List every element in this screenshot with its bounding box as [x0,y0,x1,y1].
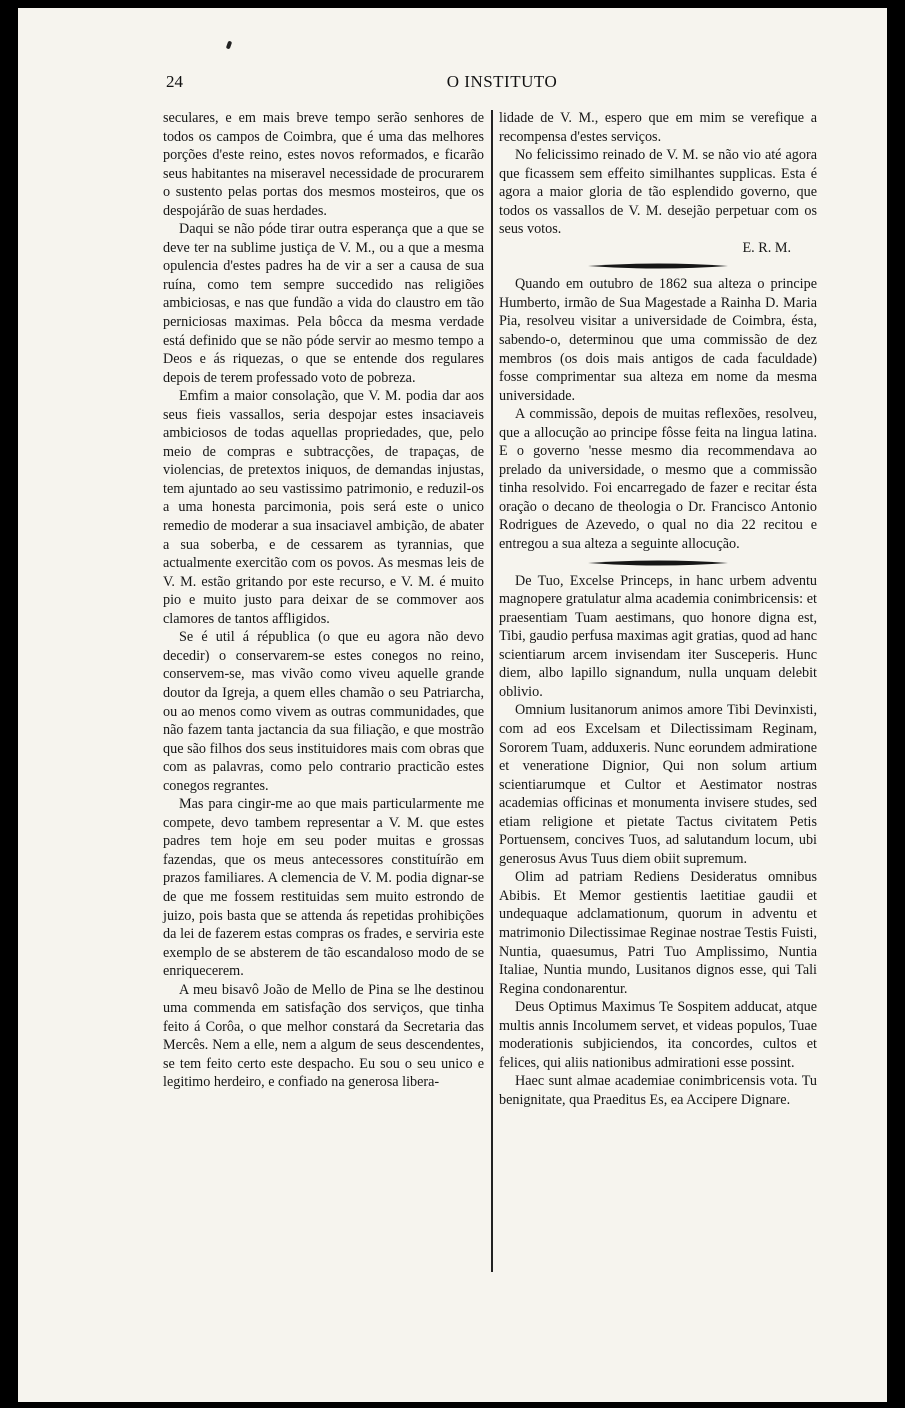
column-divider [491,110,493,1272]
latin-paragraph: Haec sunt almae academiae conimbricensis vota. Tu benignitate, qua Praeditus Es, ea Accipere Dignare. [499,1073,817,1108]
section-rule [499,556,817,570]
paragraph: Emfim a maior consolação, que V. M. podia dar aos seus fieis vassallos, seria despojar estes insaciaveis ambiciosos de todas aquellas propriedades, que, pelo meio de compras e subtracções, de trapaças, de violencias, de pretextos iniquos, de demandas injustas, tem ajuntado ao seu vastissimo patrimonio, e reduzil-os a uma honesta parcimonia, pois será este o unico remedio de moderar a sua insaciavel ambição, de abater a sua soberba, e de cessarem as tyrannias, que actualmente exercitão com os povos. As mesmas leis de V. M. estão gritando por este recurso, e V. M. é muito pio e muito justo para deixar de se commover aos clamores de tantos affligidos. [163,388,484,627]
document-page [18,8,887,1402]
paragraph: Daqui se não póde tirar outra esperança que a que se deve ter na sublime justiça de V. M., ou a que a mesma opulencia d'estes padres ha de vir a ser a causa de sua ruína, como tem sempre succedido nas religiões ambiciosas, e nas que fundão a vida do claustro em tão perniciosas maximas. Pela bôcca da mesma verdade está definido que se não póde servir ao mesmo tempo a Deos e ás riquezas, o que se entende dos regulares depois de terem professado voto de pobreza. [163,221,484,386]
paragraph: lidade de V. M., espero que em mim se verefique a recompensa d'estes serviços. [499,110,817,145]
section-rule [499,259,817,273]
left-column [163,109,484,1092]
paragraph: seculares, e em mais breve tempo serão senhores de todos os campos de Coimbra, que é uma das melhores porções d'este reino, estes novos reformados, e ficarão seus habitantes na miseravel necessidade de procurarem o sustento pelas portas dos mesmos mosteiros, que os despojárão de suas herdades. [163,110,484,219]
paragraph: Se é util á républica (o que eu agora não devo decedir) o conservarem-se estes conegos no reino, conservem-se, mas vivão como viveu aquelle grande doutor da Igreja, a quem elles chamão o seu Patriarcha, ou ao menos como vivem as outras communidades, que não fazem tanta jactancia da sua filiação, e que mostrão que são filhos dos seus instituidores mais com obras que com as palavras, como pelo contrario practicão estes conegos regrantes. [163,629,484,794]
latin-paragraph: De Tuo, Excelse Princeps, in hanc urbem adventu magnopere gratulatur alma academia conimbricensis: et praesentiam Tuam aestimans, quo honore digna est, Tibi, gaudio perfusa maximas agit gratias, quod ad hanc scientiarum arcem invisendam iter Susceperis. Hunc diem, albo lapillo signandum, nulla unquam delebit oblivio. [499,572,817,700]
paragraph: A commissão, depois de muitas reflexões, resolveu, que a allocução ao principe fôsse feita na lingua latina. E o governo 'nesse mesmo dia recommendava ao prelado da universidade, o mesmo que a commissão tinha resolvido. Foi encarregado de fazer e recitar ésta oração o decano de theologia o Dr. Francisco Antonio Rodrigues de Azevedo, o qual no dia 22 recitou e entregou a sua alteza a seguinte allocução. [499,406,817,553]
page-number: 24 [166,72,183,91]
paragraph: Quando em outubro de 1862 sua alteza o principe Humberto, irmão de Sua Magestade a Rainha D. Maria Pia, resolveu visitar a universidade de Coimbra, ésta, sabendo-o, determinou que uma commissão de dez membros (os dois mais antigos de cada faculdade) fosse comprimentar sua alteza em nome da mesma universidade. [499,276,817,404]
latin-paragraph: Olim ad patriam Rediens Desideratus omnibus Abibis. Et Memor gestientis laetitiae gaudii et undequaque adclamationum, quorum in adventu et matrimonio Dilectissimae Reginae nostrae Testis Fuisti, Nuntia, quaesumus, Patri Tuo Amplissimo, Nuntia Italiae, Nuntia mundo, Lusitanos dignos esse, qui Tali Regina condonarentur. [499,869,817,997]
latin-paragraph: Deus Optimus Maximus Te Sospitem adducat, atque multis annis Incolumem servet, et videas populos, Tuae moderationis subjiciendos, ita concordes, cultos et felices, qui aliis nationibus admirationi esse possint. [499,999,817,1071]
journal-title: O INSTITUTO [446,72,558,91]
latin-paragraph: Omnium lusitanorum animos amore Tibi Devinxisti, com ad eos Excelsam et Dilectissimam Reginam, Sororem Tuam, adduxeris. Nunc eorundem admiratione et veneratione Dignior, Qui non solum artium scientiarumque et Cultor et Aestimator nostras academias officinas et monumenta invisere studes, sed etiam religione et pietate Tactus civitatem Petis Portuensem, concives Tuos, ad salutandum locum, ubi generosus Avus Tuus diem obiit supremum. [499,702,817,867]
paragraph: A meu bisavô João de Mello de Pina se lhe destinou uma commenda em satisfação dos serviços, que tinha feito á Corôa, o que melhor constará da Secretaria das Mercês. Nem a elle, nem a algum de seus descendentes, se tem feito certo este despacho. Eu sou o seu unico e legitimo herdeiro, e confiado na generosa libera- [163,981,484,1091]
paragraph: No felicissimo reinado de V. M. se não vio até agora que ficassem sem effeito similhantes supplicas. Esta é agora a maior gloria de tão esplendido governo, que todos os vassallos de V. M. desejão perpetuar com os seus votos. [499,147,817,238]
page-header [166,72,838,96]
signature: E. R. M. [742,239,791,256]
paragraph: Mas para cingir-me ao que mais particularmente me compete, devo tambem representar a V. M. que estes padres tem hoje em seu poder muitas e grossas fazendas, que os meus antecessores constituírão em prazos familiares. A clemencia de V. M. podia dignar-se de que me fossem restituidas sem muito estrondo de juizo, pois basta que se attenda ás repetidas prohibições da lei de fazerem estas compras os frades, e serviria este exemplo de se absterem de tão escandaloso modo de se enriquecerem. [163,796,484,980]
ink-speck [226,41,232,50]
right-column [499,109,817,1109]
